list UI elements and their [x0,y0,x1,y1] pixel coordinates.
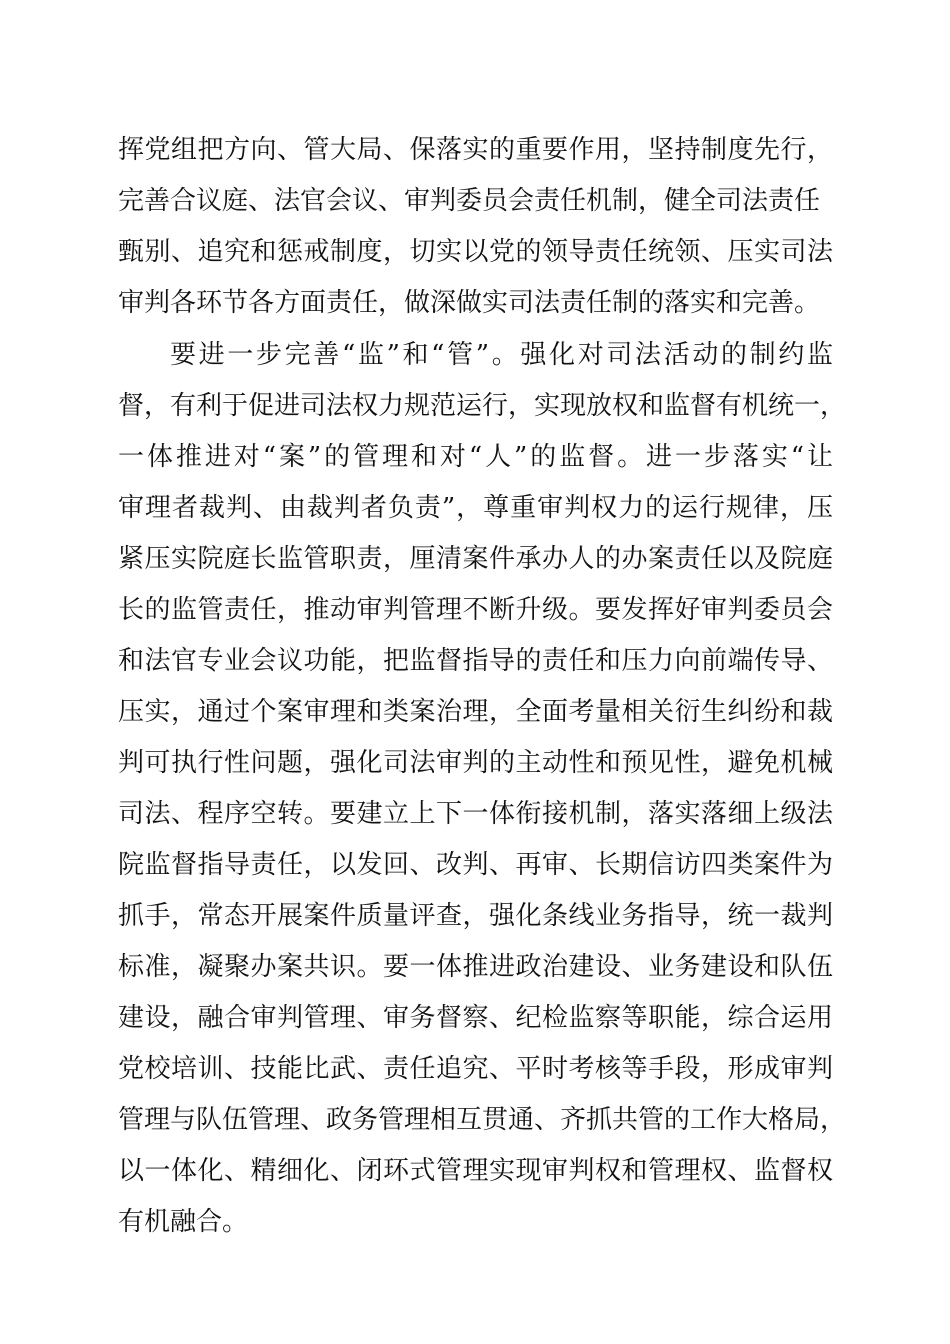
text-line: 完善合议庭、法官会议、审判委员会责任机制，健全司法责任 [118,186,821,216]
text-line: 有机融合。 [118,1207,249,1237]
text-line: 审理者裁判、由裁判者负责”，尊重审判权力的运行规律，压 [118,493,833,523]
text-line: 以一体化、精细化、闭环式管理实现审判权和管理权、监督权 [118,1156,833,1186]
text-line: 紧压实院庭长监管职责，厘清案件承办人的办案责任以及院庭 [118,544,833,574]
text-line: 建设，融合审判管理、审务督察、纪检监察等职能，综合运用 [118,1003,833,1033]
text-line: 司法、程序空转。要建立上下一体衔接机制，落实落细上级法 [118,799,833,829]
text-line: 一体推进对“案”的管理和对“人”的监督。进一步落实“让 [118,442,833,472]
text-line: 判可执行性问题，强化司法审判的主动性和预见性，避免机械 [118,748,833,778]
text-line: 长的监管责任，推动审判管理不断升级。要发挥好审判委员会 [118,595,833,625]
text-line: 院监督指导责任，以发回、改判、再审、长期信访四类案件为 [118,850,833,880]
text-line: 甄别、追究和惩戒制度，切实以党的领导责任统领、压实司法 [118,237,833,267]
text-line: 管理与队伍管理、政务管理相互贯通、齐抓共管的工作大格局， [118,1105,847,1135]
text-line: 挥党组把方向、管大局、保落实的重要作用，坚持制度先行， [118,135,833,165]
text-line: 压实，通过个案审理和类案治理，全面考量相关衍生纠纷和裁 [118,697,833,727]
text-line: 抓手，常态开展案件质量评查，强化条线业务指导，统一裁判 [118,901,833,931]
text-line: 和法官专业会议功能，把监督指导的责任和压力向前端传导、 [118,646,833,676]
text-line: 要进一步完善“监”和“管”。强化对司法活动的制约监 [170,340,833,370]
text-line: 审判各环节各方面责任，做深做实司法责任制的落实和完善。 [118,288,821,318]
text-line: 党校培训、技能比武、责任追究、平时考核等手段，形成审判 [118,1054,833,1084]
text-line: 督，有利于促进司法权力规范运行，实现放权和监督有机统一， [118,391,847,421]
text-line: 标准，凝聚办案共识。要一体推进政治建设、业务建设和队伍 [118,952,833,982]
